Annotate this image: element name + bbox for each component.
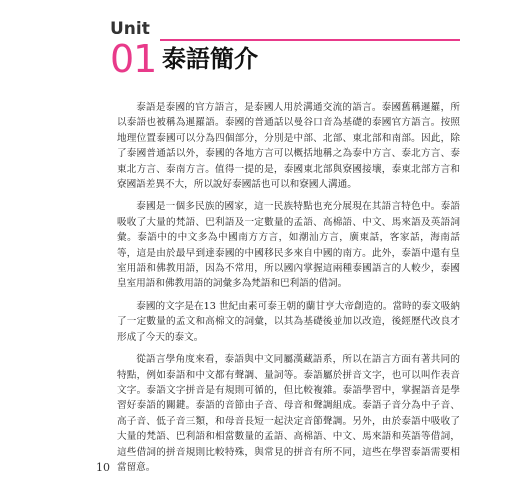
page-title: 泰語簡介 <box>162 45 258 73</box>
page-number: 10 <box>96 461 110 474</box>
title-rule <box>160 39 460 41</box>
paragraph-3: 泰國的文字是在13 世紀由素可泰王朝的蘭甘亨大帝創造的。當時的泰文吸納了一定數量的孟文和高棉文的詞彙，以其為基礎後並加以改造，後經歷代改良才形成了今天的泰文。 <box>117 300 460 343</box>
unit-label: Unit <box>110 19 150 39</box>
paragraph-1: 泰語是泰國的官方語言，是泰國人用於溝通交流的語言。泰國舊稱暹羅，所以泰語也被稱為暹羅語。泰國的普通話以曼谷口音為基礎的泰國官方語言。按照地理位置泰國可以分為四個部分，分別是中部、北部、東北部和南部。因此，除了泰國普通話以外，泰國的各地方言可以概括地稱之為泰中方言、泰北方言、泰東北方言、泰南方言。值得一提的是，泰國東北部與寮國接壤，泰東北部方言和寮國語差異不大，所以說好泰國話也可以和寮國人溝通。 <box>117 102 460 191</box>
body-text <box>117 100 460 482</box>
unit-number: 01 <box>110 37 157 81</box>
paragraph-2: 泰國是一個多民族的國家，這一民族特點也充分展現在其語言特色中。泰語吸收了大量的梵語、巴利語及一定數量的孟語、高棉語、中文、馬來語及英語詞彙。泰語中的中文多為中國南方方言，如潮汕方言，廣東話，客家話，海南話等，這是由於最早到達泰國的中國移民多來自中國的南方。此外，泰語中還有皇室用語和佛教用語，因為不常用，所以國內掌握這兩種泰國語言的人較少，泰國皇室用語和佛教用語的詞彙多為梵語和巴利語的借詞。 <box>117 201 460 290</box>
paragraph-4: 從語言學角度來看，泰語與中文同屬漢藏語系，所以在語言方面有著共同的特點，例如泰語和中文都有聲調、量詞等。泰語屬於拼音文字，也可以叫作表音文字。泰語文字拼音是有規則可循的，但比較複雜。泰語學習中，掌握語音是學習好泰語的關鍵。泰語的音節由子音、母音和聲調組成。泰語子音分為中子音、高子音、低子音三類，和母音長短一起決定音節聲調。另外，由於泰語中吸收了大量的梵語、巴利語和相當數量的孟語、高棉語、中文、馬來語和英語等借詞，這些借詞的拼音規則比較特殊，與常見的拼音有所不同，這些在學習泰語需要相當留意。 <box>117 354 460 473</box>
